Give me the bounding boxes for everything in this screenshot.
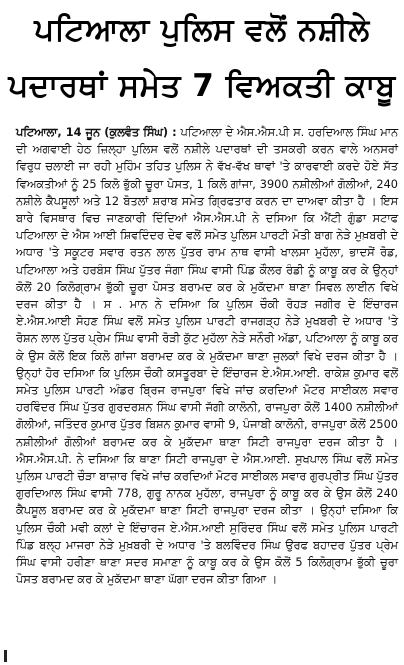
article-dateline: ਪਟਿਆਲਾ, 14 ਜੂਨ (ਕੁਲਵੰਤ ਸਿੰਘ) : <box>16 126 177 139</box>
article-text: ਪਟਿਆਲਾ ਦੇ ਐਸ.ਐਸ.ਪੀ ਸ. ਹਰਦਿਆਲ ਸਿੰਘ ਮਾਨ ਦੀ ਅਗਵਾਈ ਹੇਠ ਜ਼ਿਲ੍ਹਾ ਪੁਲਿਸ ਵਲੋਂ ਨਸ਼ੀਲੇ ਪਦਾਰਥਾਂ ਦੀ ਤਸਕਰੀ ਕਰਨ ਵਾਲੇ ਅਨਸਰਾਂ ਵਿਰੁਧ ਚਲਾਈ ਜਾ ਰਹੀ ਮੁਹਿੰਮ ਤਹਿਤ ਪੁਲਿਸ ਨੇ ਵੱਖ-ਵੱਖ ਥਾਵਾਂ 'ਤੇ ਕਾਰਵਾਈ ਕਰਦੇ ਹੋਏ ਸੱਤ ਵਿਅਕਤੀਆਂ ਨੂੰ 25 ਕਿਲੋ ਭੁੱਕੀ ਚੂਰਾ ਪੋਸਤ, 1 ਕਿਲੋ ਗਾਂਜਾ, 3900 ਨਸ਼ੀਲੀਆਂ ਗੋਲੀਆਂ, 240 ਨਸ਼ੀਲੇ ਕੈਪਸੂਲਾਂ ਅਤੇ 12 ਬੋਤਲਾਂ ਸ਼ਰਾਬ ਸਮੇਤ ਗ੍ਰਿਫਤਾਰ ਕਰਨ ਦਾ ਦਾਅਵਾ ਕੀਤਾ ਹੈ । ਇਸ ਬਾਰੇ ਵਿਸਥਾਰ ਵਿਚ ਜਾਣਕਾਰੀ ਦਿੰਦਿਆਂ ਐਸ.ਐਸ.ਪੀ ਨੇ ਦਸਿਆ ਕਿ ਐਂਟੀ ਗੁੰਡਾ ਸਟਾਫ ਪਟਿਆਲਾ ਦੇ ਐਸ ਆਈ ਸ਼ਿਵਦਿੰਦਰ ਦੇਵ ਵਲੋਂ ਸਮੇਤ ਪੁਲਿਸ ਪਾਰਟੀ ਮੋਤੀ ਬਾਗ ਨੇੜੇ ਮੁਖ਼ਬਰੀ ਦੇ ਅਧਾਰ 'ਤੇ ਸਕੂਟਰ ਸਵਾਰ ਰਤਨ ਲਾਲ ਪੁੱਤਰ ਰਾਮ ਨਾਥ ਵਾਸੀ ਖਾਲਸਾ ਮੁਹੱਲਾ, ਭਾਦਸੋਂ ਰੋਡ, ਪਟਿਆਲਾ ਅਤੇ ਹਰਬੰਸ ਸਿੰਘ ਪੁੱਤਰ ਜੰਗਾ ਸਿੰਘ ਵਾਸੀ ਪਿੰਡ ਕੌਲਰ ਰੰਡੀ ਨੂੰ ਕਾਬੂ ਕਰ ਕੇ ਉਨ੍ਹਾਂ ਕੋਲੋਂ 20 ਕਿਲੋਗ੍ਰਾਮ ਭੁੱਕੀ ਚੂਰਾ ਪੋਸਤ ਬਰਾਮਦ ਕਰ ਕੇ ਮੁਕੱਦਮਾ ਥਾਣਾ ਸਿਵਲ ਲਾਈਨ ਵਿਖੇ ਦਰਜ ਕੀਤਾ ਹੈ । ਸ . ਮਾਨ ਨੇ ਦਸਿਆ ਕਿ ਪੁਲਿਸ ਚੌਕੀ ਰੋਹੜ ਜਗੀਰ ਦੇ ਇੰਚਾਰਜ ਏ.ਐਸ.ਆਈ ਸੋਹਣ ਸਿੰਘ ਵਲੋਂ ਸਮੇਤ ਪੁਲਿਸ ਪਾਰਟੀ ਰਾਜਗੜ੍ਹ ਨੇੜੇ ਮੁਖਬਰੀ ਦੇ ਅਧਾਰ 'ਤੇ ਰੋਸ਼ਨ ਲਾਲ ਪੁੱਤਰ ਪ੍ਰੇਮ ਸਿੰਘ ਵਾਸੀ ਰੋੜੀ ਕੁੱਟ ਮੁਹੱਲਾ ਨੇੜੇ ਸਨੌਰੀ ਅੱਡਾ, ਪਟਿਆਲਾ ਨੂੰ ਕਾਬੂ ਕਰ ਕੇ ਉਸ ਕੋਲੋਂ ਇਕ ਕਿਲੋ ਗਾਂਜਾ ਬਰਾਮਦ ਕਰ ਕੇ ਮੁਕੱਦਮਾ ਥਾਣਾ ਜੁਲਕਾਂ ਵਿਖੇ ਦਰਜ ਕੀਤਾ ਹੈ । ਉਨ੍ਹਾਂ ਹੋਰ ਦਸਿਆ ਕਿ ਪੁਲਿਸ ਚੌਕੀ ਕਸਤੂਰਬਾ ਦੇ ਇੰਚਾਰਜ ਏ.ਐਸ.ਆਈ. ਰਾਕੇਸ਼ ਕੁਮਾਰ ਵਲੋਂ ਸਮੇਤ ਪੁਲਿਸ ਪਾਰਟੀ ਅੰਡਰ ਬ੍ਰਿਜ ਰਾਜਪੁਰਾ ਵਿਖੇ ਜਾਂਚ ਕਰਦਿਆਂ ਮੋਟਰ ਸਾਈਕਲ ਸਵਾਰ ਹਰਵਿੰਦਰ ਸਿੰਘ ਪੁੱਤਰ ਗੁਰਦਰਸ਼ਨ ਸਿੰਘ ਵਾਸੀ ਜੱਗੀ ਕਾਲੋਨੀ, ਰਾਜਪੁਰਾ ਕੋਲੋਂ 1400 ਨਸ਼ੀਲੀਆਂ ਗੋਲੀਆਂ, ਜਤਿੰਦਰ ਕੁਮਾਰ ਪੁੱਤਰ ਬਿਸ਼ਨ ਕੁਮਾਰ ਵਾਸੀ 9, ਪੰਜਾਬੀ ਕਾਲੋਨੀ, ਰਾਜਪੁਰਾ ਕੋਲੋਂ 2500 ਨਸ਼ੀਲੀਆਂ ਗੋਲੀਆਂ ਬਰਾਮਦ ਕਰ ਕੇ ਮੁਕੱਦਮਾ ਥਾਣਾ ਸਿਟੀ ਰਾਜਪੁਰਾ ਦਰਜ ਕੀਤਾ ਹੈ । ਐਸ.ਐਸ.ਪੀ. ਨੇ ਦਸਿਆ ਕਿ ਥਾਣਾ ਸਿਟੀ ਰਾਜਪੁਰਾ ਦੇ ਐਸ.ਆਈ. ਸੁਖਪਾਲ ਸਿੰਘ ਵਲੋਂ ਸਮੇਤ ਪੁਲਿਸ ਪਾਰਟੀ ਚੌੜਾ ਬਾਜ਼ਾਰ ਵਿਖੇ ਜਾਂਚ ਕਰਦਿਆਂ ਮੋਟਰ ਸਾਈਕਲ ਸਵਾਰ ਗੁਰਪ੍ਰੀਤ ਸਿੰਘ ਪੁੱਤਰ ਗੁਰਦਿਆਲ ਸਿੰਘ ਵਾਸੀ 778, ਗੁਰੂ ਨਾਨਕ ਮੁਹੱਲਾ, ਰਾਜਪੁਰਾ ਨੂੰ ਕਾਬੂ ਕਰ ਕੇ ਉਸ ਕੋਲੋਂ 240 ਕੈਪਸੂਲ ਬਰਾਮਦ ਕਰ ਕੇ ਮੁਕੱਦਮਾ ਥਾਣਾ ਸਿਟੀ ਰਾਜਪੁਰਾ ਦਰਜ ਕੀਤਾ । ਉਨ੍ਹਾਂ ਦਸਿਆ ਕਿ ਪੁਲਿਸ ਚੌਕੀ ਮਵੀ ਕਲਾਂ ਦੇ ਇੰਚਾਰਜ ਏ.ਐਸ.ਆਈ ਸੁਰਿੰਦਰ ਸਿੰਘ ਵਲੋਂ ਸਮੇਤ ਪੁਲਿਸ ਪਾਰਟੀ ਪਿੰਡ ਬਲ੍ਹ ਮਾਜਰਾ ਨੇੜੇ ਮੁਖ਼ਬਰੀ ਦੇ ਅਧਾਰ 'ਤੇ ਬਲਵਿੰਦਰ ਸਿੰਘ ਉਰਫ ਬਹਾਦਰ ਪੁੱਤਰ ਪ੍ਰੇਮ ਸਿੰਘ ਵਾਸੀ ਹਰੀਣਾ ਥਾਣਾ ਸਦਰ ਸਮਾਣਾ ਨੂੰ ਕਾਬੂ ਕਰ ਕੇ ਉਸ ਕੋਲੋਂ 5 ਕਿਲੋਗ੍ਰਾਮ ਭੁੱਕੀ ਚੂਰਾ ਪੋਸਤ ਬਰਾਮਦ ਕਰ ਕੇ ਮੁਕੱਦਮਾ ਥਾਣਾ ਘੱਗਾ ਦਰਜ ਕੀਤਾ ਗਿਆ । <box>16 126 399 587</box>
page-edge-mark <box>4 650 7 662</box>
headline-line-1: ਪਟਿਆਲਾ ਪੁਲਿਸ ਵਲੋਂ ਨਸ਼ੀਲੇ <box>34 12 370 48</box>
article-body <box>16 124 398 588</box>
headline-line-2: ਪਦਾਰਥਾਂ ਸਮੇਤ 7 ਵਿਅਕਤੀ ਕਾਬੂ <box>8 68 396 104</box>
